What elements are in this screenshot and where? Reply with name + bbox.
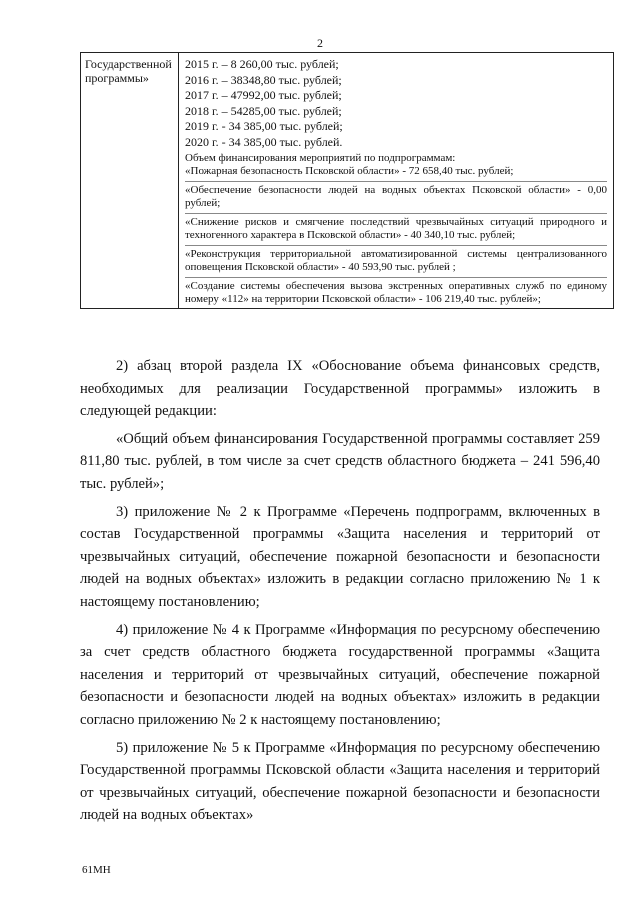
- table-label-cell: Государственной программы»: [81, 53, 179, 308]
- funding-item: «Пожарная безопасность Псковской области» - 72 658,40 тыс. рублей;: [185, 165, 514, 177]
- funding-header: Объем финансирования мероприятий по подпрограммам:: [185, 152, 456, 164]
- paragraph: 2) абзац второй раздела IX «Обоснование объема финансовых средств, необходимых для реализации Государственной программы» изложить в следующей редакции:: [80, 358, 600, 420]
- year-line: 2018 г. – 54285,00 тыс. рублей;: [185, 103, 342, 118]
- funding-table: [80, 52, 614, 309]
- year-line: 2020 г. - 34 385,00 тыс. рублей.: [185, 134, 343, 149]
- year-line: 2016 г. – 38348,80 тыс. рублей;: [185, 72, 342, 87]
- funding-item: «Обеспечение безопасности людей на водных объектах Псковской области» - 0,00 рублей;: [185, 181, 607, 210]
- paragraph: 4) приложение № 4 к Программе «Информация по ресурсному обеспечению за счет средств областного бюджета государственной программы «Защита населения и территорий от чрезвычайных ситуаций, обеспечение пожарной безопасности и безопасности людей на водных объектах» изложить в редакции согласно приложению № 2 к настоящему постановлению;: [80, 621, 600, 728]
- footer-code: 61МН: [82, 864, 111, 876]
- paragraph: 5) приложение № 5 к Программе «Информация по ресурсному обеспечению Государственной программы Псковской области «Защита населения и территорий от чрезвычайных ситуаций, обеспечение пожарной безопасности и безопасности людей на водных объектах»: [80, 739, 600, 824]
- paragraph: 3) приложение № 2 к Программе «Перечень подпрограмм, включенных в состав Государственной программы «Защита населения и территорий от чрезвычайных ситуаций, обеспечение пожарной безопасности и безопасности людей на водных объектах» изложить в редакции согласно приложению № 1 к настоящему постановлению;: [80, 503, 600, 610]
- year-line: 2015 г. – 8 260,00 тыс. рублей;: [185, 57, 339, 71]
- funding-item: «Снижение рисков и смягчение последствий чрезвычайных ситуаций природного и техногенного характера в Псковской области» - 40 340,10 тыс. рублей;: [185, 213, 607, 242]
- funding-item: «Создание системы обеспечения вызова экстренных оперативных служб по единому номеру «112» на территории Псковской области» - 106 219,40 тыс. рублей»;: [185, 277, 607, 306]
- year-line: 2019 г. - 34 385,00 тыс. рублей;: [185, 119, 343, 133]
- document-body: [80, 355, 600, 827]
- year-line: 2017 г. – 47992,00 тыс. рублей;: [185, 88, 342, 102]
- table-value-cell: [179, 53, 613, 308]
- paragraph: «Общий объем финансирования Государственной программы составляет 259 811,80 тыс. рублей, в том числе за счет средств областного бюджета – 241 596,40 тыс. рублей»;: [80, 430, 600, 492]
- funding-item: «Реконструкция территориальной автоматизированной системы централизованного оповещения Псковской области» - 40 593,90 тыс. рублей ;: [185, 245, 607, 274]
- page-number: 2: [317, 36, 323, 50]
